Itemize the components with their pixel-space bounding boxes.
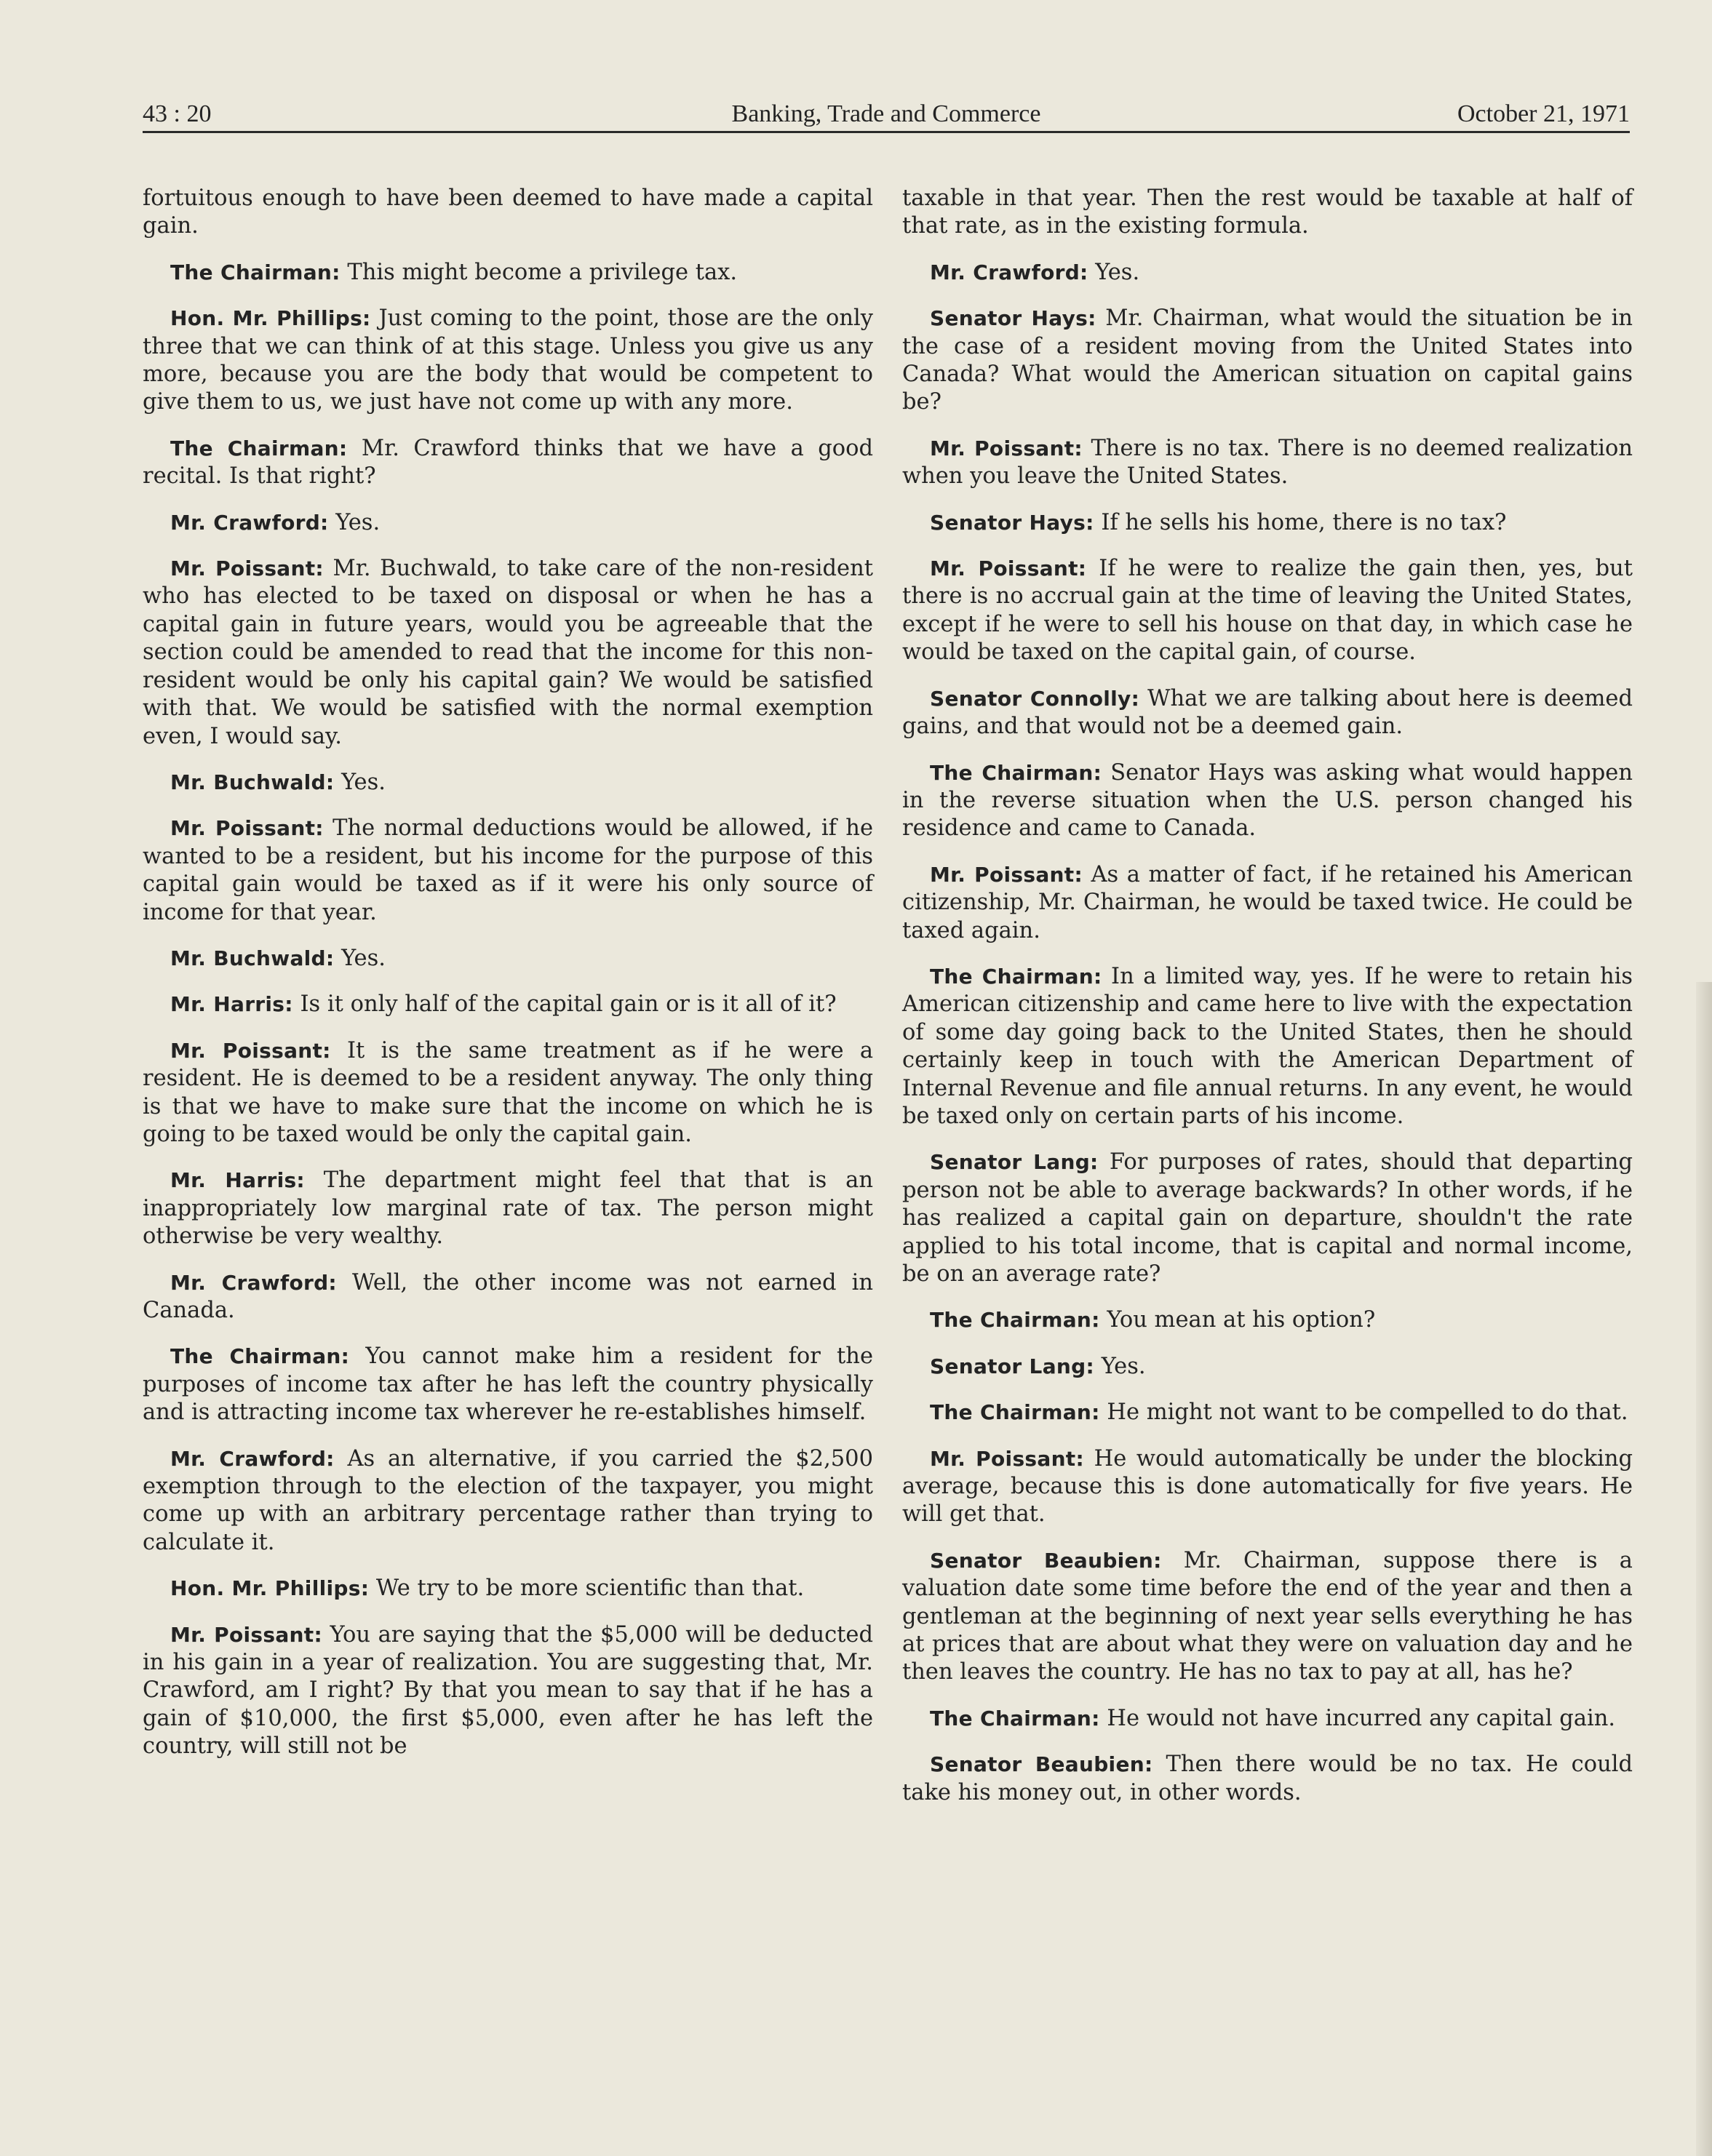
speaker-name: The Chairman: (170, 436, 348, 460)
right-column (902, 185, 1633, 1825)
speech-text: If he were to realize the gain then, yes, but there is no accrual gain at the time of leaving the United States, except if he were to sell his house on that day, in which case he would be taxed on the capital gain, of course. (902, 556, 1633, 666)
speech-text: He would not have incurred any capital gain. (1107, 1705, 1616, 1731)
transcript-paragraph (902, 305, 1633, 417)
speaker-name: Mr. Poissant: (930, 556, 1087, 581)
transcript-paragraph (902, 1353, 1633, 1381)
page-number: 43 : 20 (143, 100, 212, 127)
speaker-name: Mr. Poissant: (170, 1622, 322, 1647)
transcript-paragraph (143, 1445, 873, 1557)
transcript-paragraph (143, 305, 873, 417)
page-spine-shadow (1696, 982, 1712, 2156)
speech-text: For purposes of rates, should that departing person not be able to average backwards? In other words, if he has realized a capital gain on departure, shouldn't the rate applied to his total income, that is capital and normal income, be on an average rate? (902, 1149, 1633, 1287)
transcript-paragraph (143, 259, 873, 287)
speech-text: You mean at his option? (1107, 1307, 1376, 1333)
speech-text: If he sells his home, there is no tax? (1101, 509, 1507, 535)
transcript-paragraph (902, 259, 1633, 287)
speech-text: Yes. (341, 769, 386, 795)
page-date: October 21, 1971 (1457, 100, 1630, 127)
transcript-paragraph (143, 991, 873, 1018)
transcript-paragraph (143, 555, 873, 751)
speech-text: The department might feel that that is an inappropriately low marginal rate of tax. The person might otherwise be very wealthy. (143, 1167, 873, 1250)
speaker-name: Mr. Poissant: (170, 1038, 331, 1063)
speech-text: It is the same treatment as if he were a resident. He is deemed to be a resident anyway. The only thing is that we have to make sure that the income on which he is going to be taxed would be only the capital gain. (143, 1037, 873, 1147)
transcript-paragraph (902, 1751, 1633, 1807)
speaker-name: The Chairman: (170, 1344, 350, 1369)
speech-text: Mr. Chairman, what would the situation be in the case of a resident moving from the United States into Canada? What would the American situation on capital gains be? (902, 306, 1633, 415)
transcript-paragraph (143, 1343, 873, 1426)
transcript-paragraph (902, 1399, 1633, 1426)
speaker-name: Senator Lang: (930, 1354, 1094, 1378)
speech-text: There is no tax. There is no deemed realization when you leave the United States. (902, 435, 1633, 490)
speaker-name: Mr. Harris: (170, 1168, 305, 1193)
committee-title: Banking, Trade and Commerce (731, 100, 1041, 127)
speech-text: fortuitous enough to have been deemed to have made a capital gain. (143, 185, 873, 239)
speech-text: Then there would be no tax. He could take his money out, in other words. (902, 1752, 1633, 1805)
speaker-name: Senator Beaubien: (930, 1548, 1162, 1573)
transcript-paragraph (902, 861, 1633, 945)
speaker-name: Mr. Poissant: (930, 436, 1083, 460)
transcript-paragraph (902, 685, 1633, 741)
speech-text: The normal deductions would be allowed, if he wanted to be a resident, but his income for the purpose of this capital gain would be taxed as if it were his only source of income for that year. (143, 815, 873, 925)
transcript-paragraph (143, 815, 873, 927)
speech-text: You cannot make him a resident for the purposes of income tax after he has left the country physically and is attracting income tax wherever he re-establishes himself. (143, 1343, 873, 1426)
speech-text: Yes. (1095, 259, 1140, 285)
speech-text: In a limited way, yes. If he were to retain his American citizenship and came here to live with the expectation of some day going back to the United States, then he should certainly keep in touch with the American Department of Internal Revenue and file annual returns. In any event, he would be taxed only on certain parts of his income. (902, 963, 1633, 1129)
speaker-name: The Chairman: (930, 1400, 1100, 1425)
speech-text: Yes. (1101, 1353, 1146, 1379)
speaker-name: Senator Connolly: (930, 686, 1140, 711)
speaker-name: The Chairman: (930, 964, 1102, 989)
speech-text: taxable in that year. Then the rest would be taxable at half of that rate, as in the existing formula. (902, 185, 1633, 239)
speaker-name: Mr. Poissant: (170, 556, 324, 581)
speaker-name: Mr. Buchwald: (170, 946, 335, 970)
speaker-name: The Chairman: (170, 260, 341, 284)
transcript-paragraph (902, 963, 1633, 1130)
speaker-name: The Chairman: (930, 760, 1102, 785)
transcript-paragraph (143, 1269, 873, 1325)
transcript-paragraph (902, 759, 1633, 843)
transcript-paragraph (902, 1547, 1633, 1687)
transcript-paragraph (902, 185, 1633, 241)
header-rule (143, 131, 1630, 133)
transcript-paragraph (143, 1167, 873, 1250)
transcript-paragraph (902, 555, 1633, 667)
transcript-paragraph (143, 435, 873, 491)
speech-text: We try to be more scientific than that. (375, 1576, 805, 1602)
speech-text: Yes. (341, 945, 386, 971)
speech-text: Mr. Chairman, suppose there is a valuation date some time before the end of the year and then a gentleman at the beginning of next year sells everything he has at prices that are about what they were on valuation day and he then leaves the country. He has no tax to pay at all, has he? (902, 1547, 1633, 1685)
speaker-name: Mr. Harris: (170, 992, 293, 1017)
speaker-name: Senator Beaubien: (930, 1752, 1153, 1777)
transcript-paragraph (143, 1621, 873, 1761)
speech-text: Just coming to the point, those are the only three that we can think of at this stage. Unless you give us any more, because you are the body that would be competent to give them to us, we just have not come up with any more. (143, 306, 873, 415)
transcript-paragraph (902, 1149, 1633, 1288)
speaker-name: Mr. Buchwald: (170, 770, 335, 794)
speaker-name: Mr. Crawford: (170, 1270, 337, 1295)
speaker-name: Mr. Poissant: (930, 1446, 1084, 1471)
transcript-paragraph (143, 1037, 873, 1149)
speaker-name: The Chairman: (930, 1308, 1100, 1333)
speech-text: As a matter of fact, if he retained his American citizenship, Mr. Chairman, he would be taxed twice. He could be taxed again. (902, 861, 1633, 943)
speaker-name: Mr. Crawford: (170, 1446, 335, 1471)
speech-text: You are saying that the $5,000 will be deducted in his gain in a year of realization. You are suggesting that, Mr. Crawford, am I right? By that you mean to say that if he has a gain of $10,000, the first $5,000, even after he has left the country, will still not be (143, 1621, 874, 1760)
transcript-paragraph (143, 1575, 873, 1602)
transcript-paragraph (902, 435, 1633, 491)
speaker-name: Mr. Crawford: (930, 260, 1088, 284)
transcript-paragraph (143, 185, 873, 241)
transcript-paragraph (143, 769, 873, 796)
transcript-paragraph (902, 1306, 1633, 1334)
transcript-paragraph (902, 1705, 1633, 1733)
speech-text: Is it only half of the capital gain or is it all of it? (300, 991, 837, 1018)
transcript-paragraph (143, 509, 873, 537)
page-header (143, 100, 1630, 132)
left-column (143, 185, 873, 1779)
transcript-paragraph (902, 509, 1633, 537)
speaker-name: Mr. Poissant: (170, 816, 324, 841)
speaker-name: Senator Lang: (930, 1150, 1099, 1175)
speech-text: As an alternative, if you carried the $2,500 exemption through to the election of the taxpayer, you might come up with an arbitrary percentage rather than trying to calculate it. (143, 1445, 873, 1555)
speech-text: Senator Hays was asking what would happen in the reverse situation when the U.S. person changed his residence and came to Canada. (902, 759, 1633, 842)
transcript-paragraph (143, 945, 873, 973)
speaker-name: Hon. Mr. Phillips: (170, 1576, 370, 1601)
speech-text: Well, the other income was not earned in Canada. (143, 1269, 873, 1323)
speaker-name: The Chairman: (930, 1706, 1100, 1730)
speaker-name: Hon. Mr. Phillips: (170, 306, 371, 331)
speaker-name: Mr. Crawford: (170, 510, 329, 535)
speaker-name: Mr. Poissant: (930, 862, 1083, 887)
speech-text: Mr. Buchwald, to take care of the non-resident who has elected to be taxed on disposal or when he has a capital gain in future years, would you be agreeable that the section could be amended to read that the income for this non-resident would be only his capital gain? We would be satisfied with that. We would be satisfied with the normal exemption even, I would say. (143, 556, 874, 749)
speech-text: What we are talking about here is deemed gains, and that would not be a deemed gain. (902, 685, 1633, 740)
speech-text: Mr. Crawford thinks that we have a good recital. Is that right? (143, 435, 873, 490)
speaker-name: Senator Hays: (930, 510, 1094, 535)
speech-text: He might not want to be compelled to do that. (1107, 1400, 1628, 1426)
speaker-name: Senator Hays: (930, 306, 1096, 331)
speech-text: This might become a privilege tax. (347, 259, 738, 285)
speech-text: He would automatically be under the blocking average, because this is done automatically for five years. He will get that. (902, 1445, 1633, 1528)
transcript-paragraph (902, 1445, 1633, 1529)
speech-text: Yes. (335, 509, 381, 535)
